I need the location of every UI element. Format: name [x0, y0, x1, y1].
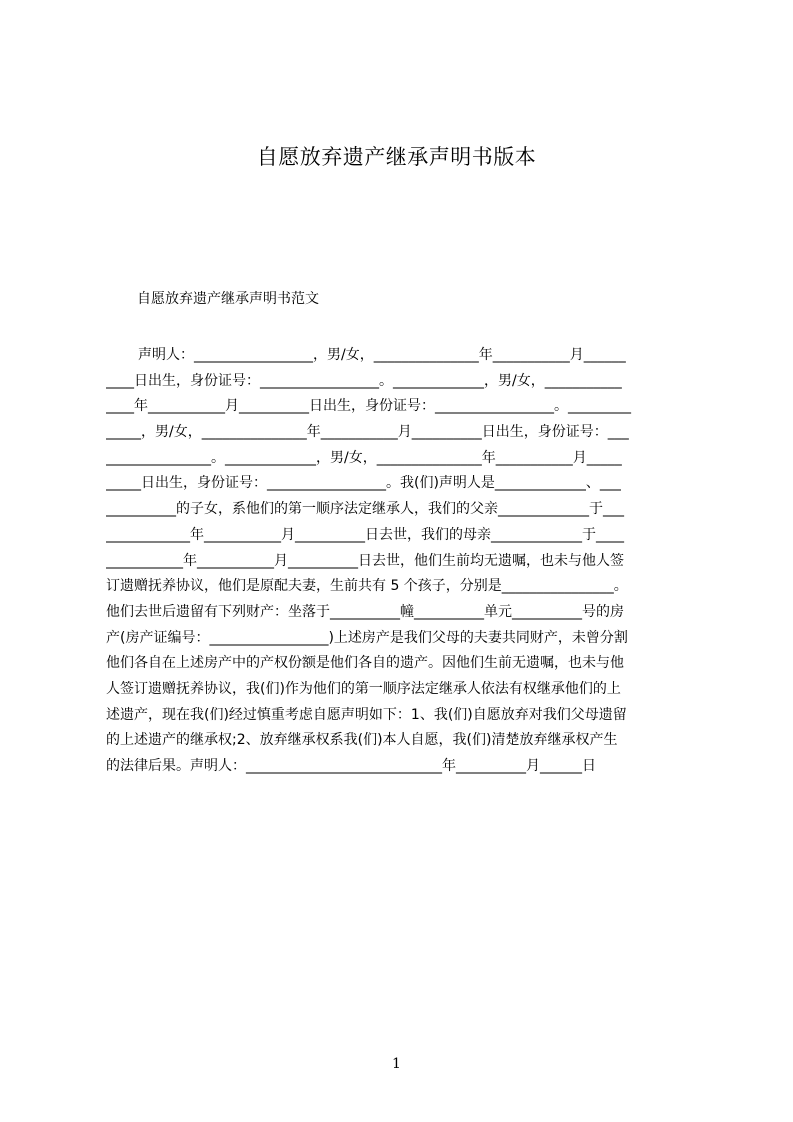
body-line: 的上述遗产的继承权;2、放弃继承权系我(们)本人自愿，我(们)清楚放弃继承权产生 — [106, 732, 618, 749]
body-line: ____年___________月__________日出生，身份证号：_________________。_________ — [106, 398, 631, 415]
body-line: 他们去世后遗留有下列财产：坐落于__________幢__________单元__________号的房 — [106, 603, 624, 620]
body-line: 述遗产，现在我(们)经过慎重考虑自愿声明如下：1、我(们)自愿放弃对我们父母遗留 — [106, 706, 627, 723]
document-title: 自愿放弃遗产继承声明书版本 — [256, 145, 537, 169]
body-line: _______________。_____________，男/女，_______________年___________月_____ — [106, 449, 622, 466]
body-line: ____日出生，身份证号：_________________。_____________，男/女，___________ — [106, 372, 622, 389]
body-line: 声明人：_________________，男/女，_______________年___________月______ — [138, 347, 626, 363]
body-line: 订遗赠抚养协议，他们是原配夫妻，生前共有 5 个孩子，分别是________________。 — [106, 578, 628, 595]
body-line: __________的子女，系他们的第一顺序法定继承人，我们的父亲_____________于___ — [106, 501, 624, 518]
body-line: 产(房产证编号：_________________)上述房产是我们父母的夫妻共同财产，未曾分割 — [106, 629, 628, 646]
body-line: 人签订遗赠抚养协议，我(们)作为他们的第一顺序法定继承人依法有权继承他们的上 — [106, 680, 621, 697]
body-line: 他们各自在上述房产中的产权份额是他们各自的遗产。因他们生前无遗嘱，也未与他 — [106, 655, 624, 672]
declaration-body — [106, 343, 696, 803]
body-line: ____________年___________月__________日去世，我们的母亲_____________于____ — [106, 526, 624, 543]
body-line: _____，男/女，_______________年___________月__________日出生，身份证号：___ — [106, 424, 629, 441]
body-line: _____日出生，身份证号：_________________。我(们)声明人是_____________、___ — [106, 475, 621, 492]
page-number: 1 — [392, 1056, 401, 1072]
document-subtitle: 自愿放弃遗产继承声明书范文 — [137, 291, 319, 307]
body-line: ___________年___________月__________日去世，他们生前均无遗嘱，也未与他人签 — [106, 552, 624, 569]
body-line: 的法律后果。声明人：____________________________年__________月______日 — [106, 758, 596, 774]
